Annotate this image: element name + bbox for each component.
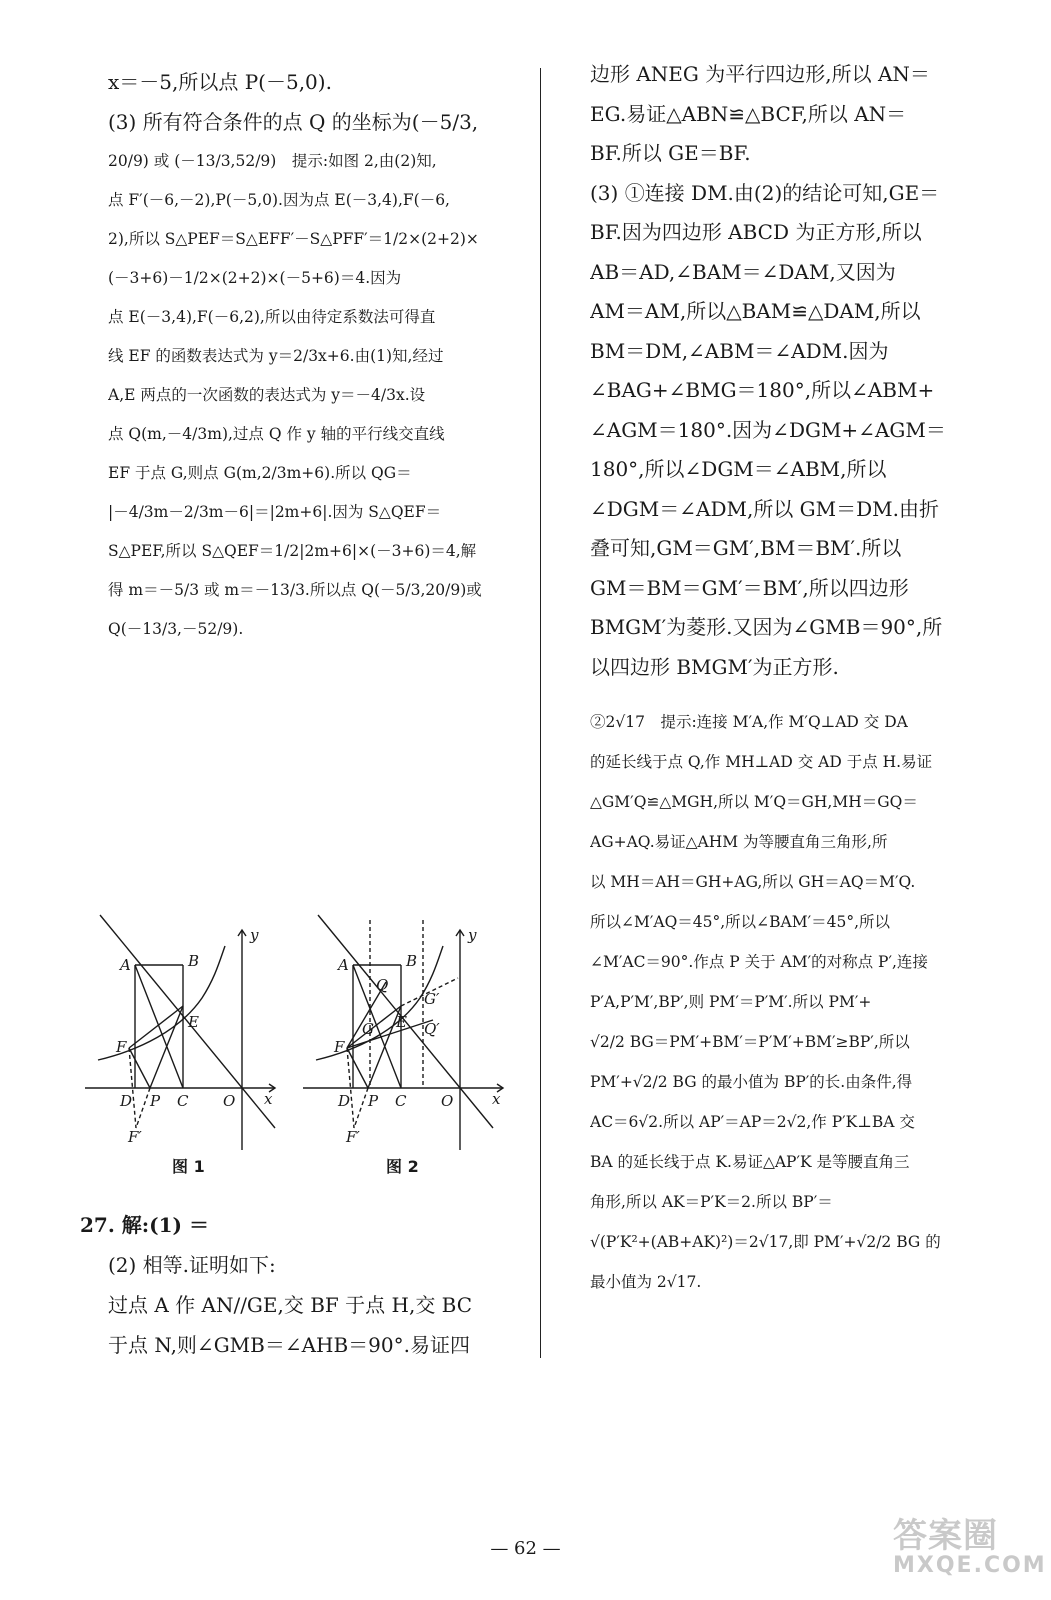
label-x: x: [492, 1090, 501, 1108]
text-line: (3) ①连接 DM.由(2)的结论可知,GE＝: [590, 180, 940, 205]
watermark-text: 答案圈: [893, 1516, 998, 1556]
text-line: ∠DGM＝∠ADM,所以 GM＝DM.由折: [590, 496, 940, 521]
text-line: 2),所以 S△PEF＝S△EFF′－S△PFF′＝1/2×(2+2)×: [108, 230, 479, 248]
segment-FP: [129, 1048, 150, 1088]
label-D: D: [120, 1092, 133, 1110]
figure-1-diagram: [80, 910, 280, 1150]
label-O: O: [441, 1092, 454, 1110]
text-line: x＝－5,所以点 P(－5,0).: [108, 70, 332, 94]
text-line: 叠可知,GM＝GM′,BM＝BM′.所以: [590, 536, 902, 560]
text-line: |－4/3m－2/3m－6|＝|2m+6|.因为 S△QEF＝: [108, 503, 442, 521]
figure-2: [298, 910, 508, 1176]
text-line: (3) 所有符合条件的点 Q 的坐标为(－5/3,: [108, 110, 479, 134]
figure-2-caption: 图 2: [386, 1157, 419, 1176]
text-line: AB＝AD,∠BAM＝∠DAM,又因为: [590, 259, 896, 284]
text-line: √2/2 BG＝PM′+BM′＝P′M′+BM′≥BP′,所以: [590, 1033, 910, 1051]
label-E: E: [396, 1013, 407, 1031]
text-line: PM′+√2/2 BG 的最小值为 BP′的长.由条件,得: [590, 1073, 913, 1091]
text-line: 的延长线于点 Q,作 MH⊥AD 交 AD 于点 H.易证: [590, 753, 933, 771]
segment-FP: [347, 1048, 368, 1088]
text-line: EG.易证△ABN≌△BCF,所以 AN＝: [590, 101, 907, 126]
label-Q-prime: Q′: [424, 1020, 440, 1038]
text-line: A,E 两点的一次函数的表达式为 y＝－4/3x.设: [108, 386, 426, 404]
right-column: [590, 62, 1002, 1302]
text-line: ∠AGM＝180°.因为∠DGM+∠AGM＝: [590, 417, 946, 442]
label-C: C: [177, 1092, 189, 1110]
label-y: y: [468, 926, 477, 944]
text-line: △GM′Q≌△MGH,所以 M′Q＝GH,MH＝GQ＝: [590, 793, 918, 811]
text-line: 点 Q(m,－4/3m),过点 Q 作 y 轴的平行线交直线: [108, 425, 445, 443]
column-divider: [540, 68, 541, 1358]
text-line: AC＝6√2.所以 AP′＝AP＝2√2,作 P′K⊥BA 交: [590, 1113, 915, 1131]
text-line: ∠M′AC＝90°.作点 P 关于 AM′的对称点 P′,连接: [590, 953, 928, 971]
label-y: y: [250, 926, 259, 944]
text-line: AG+AQ.易证△AHM 为等腰直角三角形,所: [590, 833, 888, 851]
text-line: BM＝DM,∠ABM＝∠ADM.因为: [590, 338, 889, 363]
question-27: [80, 1205, 530, 1365]
text-line: BF.所以 GE＝BF.: [590, 141, 751, 165]
text-line: 线 EF 的函数表达式为 y＝2/3x+6.由(1)知,经过: [108, 347, 444, 365]
text-line: S△PEF,所以 S△QEF＝1/2|2m+6|×(－3+6)＝4,解: [108, 542, 477, 560]
figures: [80, 910, 520, 1180]
text-line: BMGM′为菱形.又因为∠GMB＝90°,所: [590, 615, 943, 639]
label-C: C: [395, 1092, 407, 1110]
label-E: E: [188, 1013, 199, 1031]
label-O: O: [223, 1092, 236, 1110]
label-P: P: [150, 1092, 161, 1110]
left-column: [108, 62, 526, 649]
label-F-prime: F′: [128, 1128, 142, 1146]
text-line: GM＝BM＝GM′＝BM′,所以四边形: [590, 575, 909, 600]
text-line: 最小值为 2√17.: [590, 1273, 702, 1291]
text-line: √(P′K²+(AB+AK)²)＝2√17,即 PM′+√2/2 BG 的: [590, 1233, 941, 1251]
text-line: 过点 A 作 AN//GE,交 BF 于点 H,交 BC: [108, 1293, 473, 1317]
text-line: AM＝AM,所以△BAM≌△DAM,所以: [590, 299, 921, 323]
text-line: Q(－13/3,－52/9).: [108, 620, 244, 638]
label-Q: Q: [376, 976, 389, 994]
text-line: 边形 ANEG 为平行四边形,所以 AN＝: [590, 62, 930, 86]
text-line: 得 m＝－5/3 或 m＝－13/3.所以点 Q(－5/3,20/9)或: [108, 581, 482, 599]
page-number: — 62 —: [490, 1538, 561, 1559]
text-line: P′A,P′M′,BP′,则 PM′＝P′M′.所以 PM′+: [590, 993, 872, 1011]
text-line: ②2√17 提示:连接 M′A,作 M′Q⊥AD 交 DA: [590, 713, 908, 731]
text-line: 角形,所以 AK＝P′K＝2.所以 BP′＝: [590, 1193, 833, 1211]
segment-PF-prime: [136, 1088, 150, 1128]
label-B: B: [406, 952, 418, 970]
segment-PF-prime: [354, 1088, 368, 1128]
label-G-prime: G′: [424, 990, 440, 1008]
text-line: (－3+6)－1/2×(2+2)×(－5+6)＝4.因为: [108, 269, 402, 287]
text-line: 点 E(－3,4),F(－6,2),所以由待定系数法可得直: [108, 308, 436, 326]
text-line: 于点 N,则∠GMB＝∠AHB＝90°.易证四: [108, 1333, 470, 1357]
label-D: D: [338, 1092, 351, 1110]
text-line: 点 F′(－6,－2),P(－5,0).因为点 E(－3,4),F(－6,: [108, 191, 450, 209]
watermark-logo: [893, 1508, 1047, 1588]
label-B: B: [188, 952, 200, 970]
figure-2-diagram: [298, 910, 508, 1150]
text-line: 20/9) 或 (－13/3,52/9) 提示:如图 2,由(2)知,: [108, 152, 437, 170]
figure-1-caption: 图 1: [172, 1157, 205, 1176]
text-line: 以四边形 BMGM′为正方形.: [590, 654, 839, 679]
label-G: G: [362, 1020, 374, 1038]
text-line: EF 于点 G,则点 G(m,2/3m+6).所以 QG＝: [108, 464, 412, 482]
text-line: 以 MH＝AH＝GH+AG,所以 GH＝AQ＝M′Q.: [590, 873, 916, 891]
text-line: BA 的延长线于点 K.易证△AP′K 是等腰直角三: [590, 1153, 910, 1171]
label-F: F: [116, 1038, 127, 1056]
segment-FQ-prime: [347, 1020, 433, 1048]
text-line: BF.因为四边形 ABCD 为正方形,所以: [590, 220, 922, 244]
question-27-head: 27. 解:(1) ＝: [80, 1213, 209, 1237]
diagonal-AC: [135, 965, 183, 1088]
watermark-url: MXQE.COM: [893, 1553, 1047, 1578]
label-x: x: [264, 1090, 273, 1108]
label-A: A: [338, 956, 349, 974]
text-line: 所以∠M′AQ＝45°,所以∠BAM′＝45°,所以: [590, 913, 891, 931]
figure-1: [80, 910, 280, 1176]
label-F: F: [334, 1038, 345, 1056]
label-A: A: [120, 956, 131, 974]
text-line: 180°,所以∠DGM＝∠ABM,所以: [590, 457, 887, 481]
label-P: P: [368, 1092, 379, 1110]
text-line: (2) 相等.证明如下:: [108, 1253, 276, 1277]
text-line: ∠BAG+∠BMG＝180°,所以∠ABM+: [590, 378, 935, 402]
label-F-prime: F′: [346, 1128, 360, 1146]
